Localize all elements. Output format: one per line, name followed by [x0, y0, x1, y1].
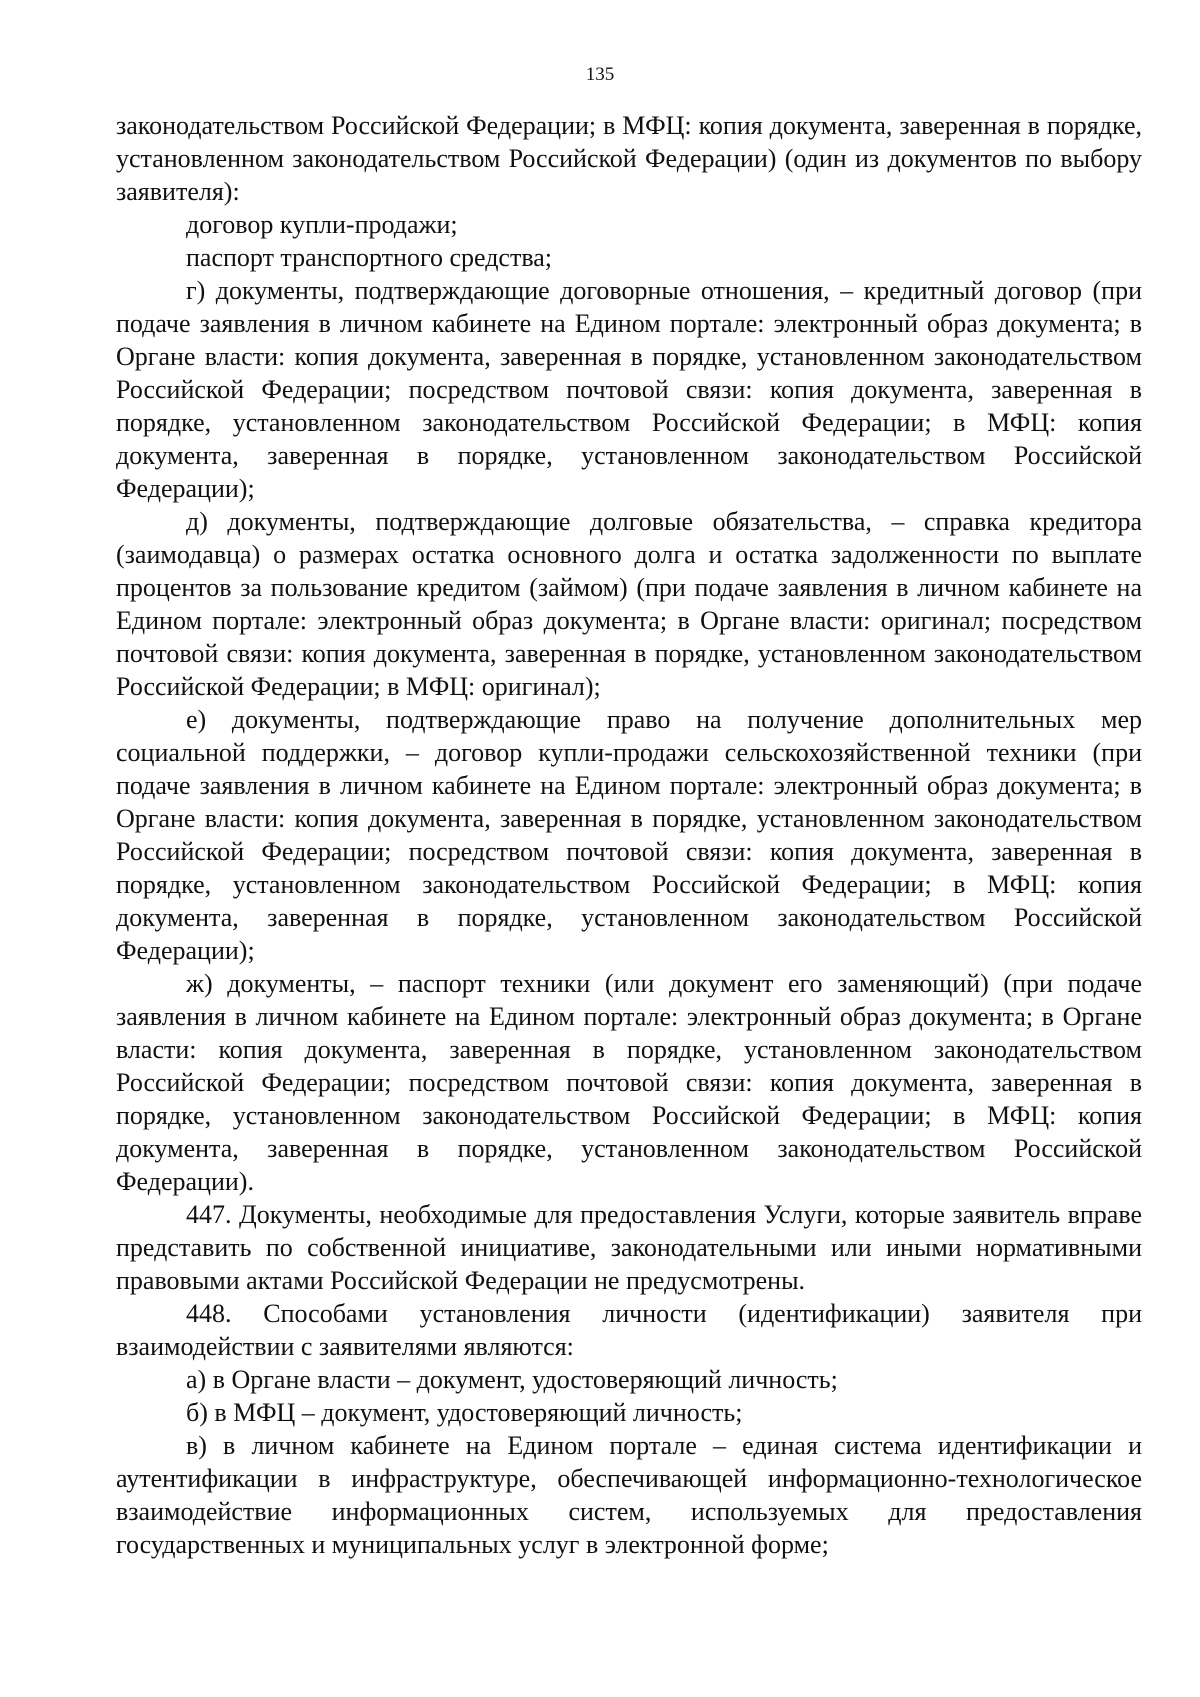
paragraph-item-a: а) в Органе власти – документ, удостоверяющий личность;	[186, 1365, 838, 1394]
paragraph-option-vehicle-passport: паспорт транспортного средства;	[186, 243, 553, 272]
paragraph-item-v: в) в личном кабинете на Едином портале – единая система идентификации и аутентификации в инфраструктуре, обеспечивающей информационно-технологическое взаимодействие информационных систем, используемых для предоставления государственных и муниципальных услуг в электронной форме;	[116, 1431, 1142, 1559]
page-number: 135	[585, 64, 615, 85]
paragraph-448: 448. Способами установления личности (идентификации) заявителя при взаимодействии с заявителями являются:	[116, 1299, 1142, 1361]
paragraph-item-e: е) документы, подтверждающие право на получение дополнительных мер социальной поддержки, – договор купли-продажи сельскохозяйственной техники (при подаче заявления в личном кабинете на Едином портале: электронный образ документа; в Органе власти: копия документа, заверенная в порядке, установленном законодательством Российской Федерации; посредством почтовой связи: копия документа, заверенная в порядке, установленном законодательством Российской Федерации; в МФЦ: копия документа, заверенная в порядке, установленном законодательством Российской Федерации);	[116, 705, 1142, 965]
paragraph-item-g: г) документы, подтверждающие договорные отношения, – кредитный договор (при подаче заявления в личном кабинете на Едином портале: электронный образ документа; в Органе власти: копия документа, заверенная в порядке, установленном законодательством Российской Федерации; посредством почтовой связи: копия документа, заверенная в порядке, установленном законодательством Российской Федерации; в МФЦ: копия документа, заверенная в порядке, установленном законодательством Российской Федерации);	[116, 276, 1142, 503]
paragraph-447: 447. Документы, необходимые для предоставления Услуги, которые заявитель вправе представить по собственной инициативе, законодательными или иными нормативными правовыми актами Российской Федерации не предусмотрены.	[116, 1200, 1142, 1295]
paragraph-item-zh: ж) документы, – паспорт техники (или документ его заменяющий) (при подаче заявления в личном кабинете на Едином портале: электронный образ документа; в Органе власти: копия документа, заверенная в порядке, установленном законодательством Российской Федерации; посредством почтовой связи: копия документа, заверенная в порядке, установленном законодательством Российской Федерации; в МФЦ: копия документа, заверенная в порядке, установленном законодательством Российской Федерации).	[116, 969, 1142, 1196]
paragraph-option-sale-contract: договор купли-продажи;	[186, 210, 458, 239]
document-body	[116, 109, 1142, 1561]
paragraph-item-d: д) документы, подтверждающие долговые обязательства, – справка кредитора (заимодавца) о размерах остатка основного долга и остатка задолженности по выплате процентов за пользование кредитом (займом) (при подаче заявления в личном кабинете на Едином портале: электронный образ документа; в Органе власти: оригинал; посредством почтовой связи: копия документа, заверенная в порядке, установленном законодательством Российской Федерации; в МФЦ: оригинал);	[116, 507, 1142, 701]
paragraph-item-b: б) в МФЦ – документ, удостоверяющий личность;	[186, 1398, 743, 1427]
paragraph-continuation: законодательством Российской Федерации; в МФЦ: копия документа, заверенная в порядке, установленном законодательством Российской Федерации) (один из документов по выбору заявителя):	[116, 111, 1142, 206]
